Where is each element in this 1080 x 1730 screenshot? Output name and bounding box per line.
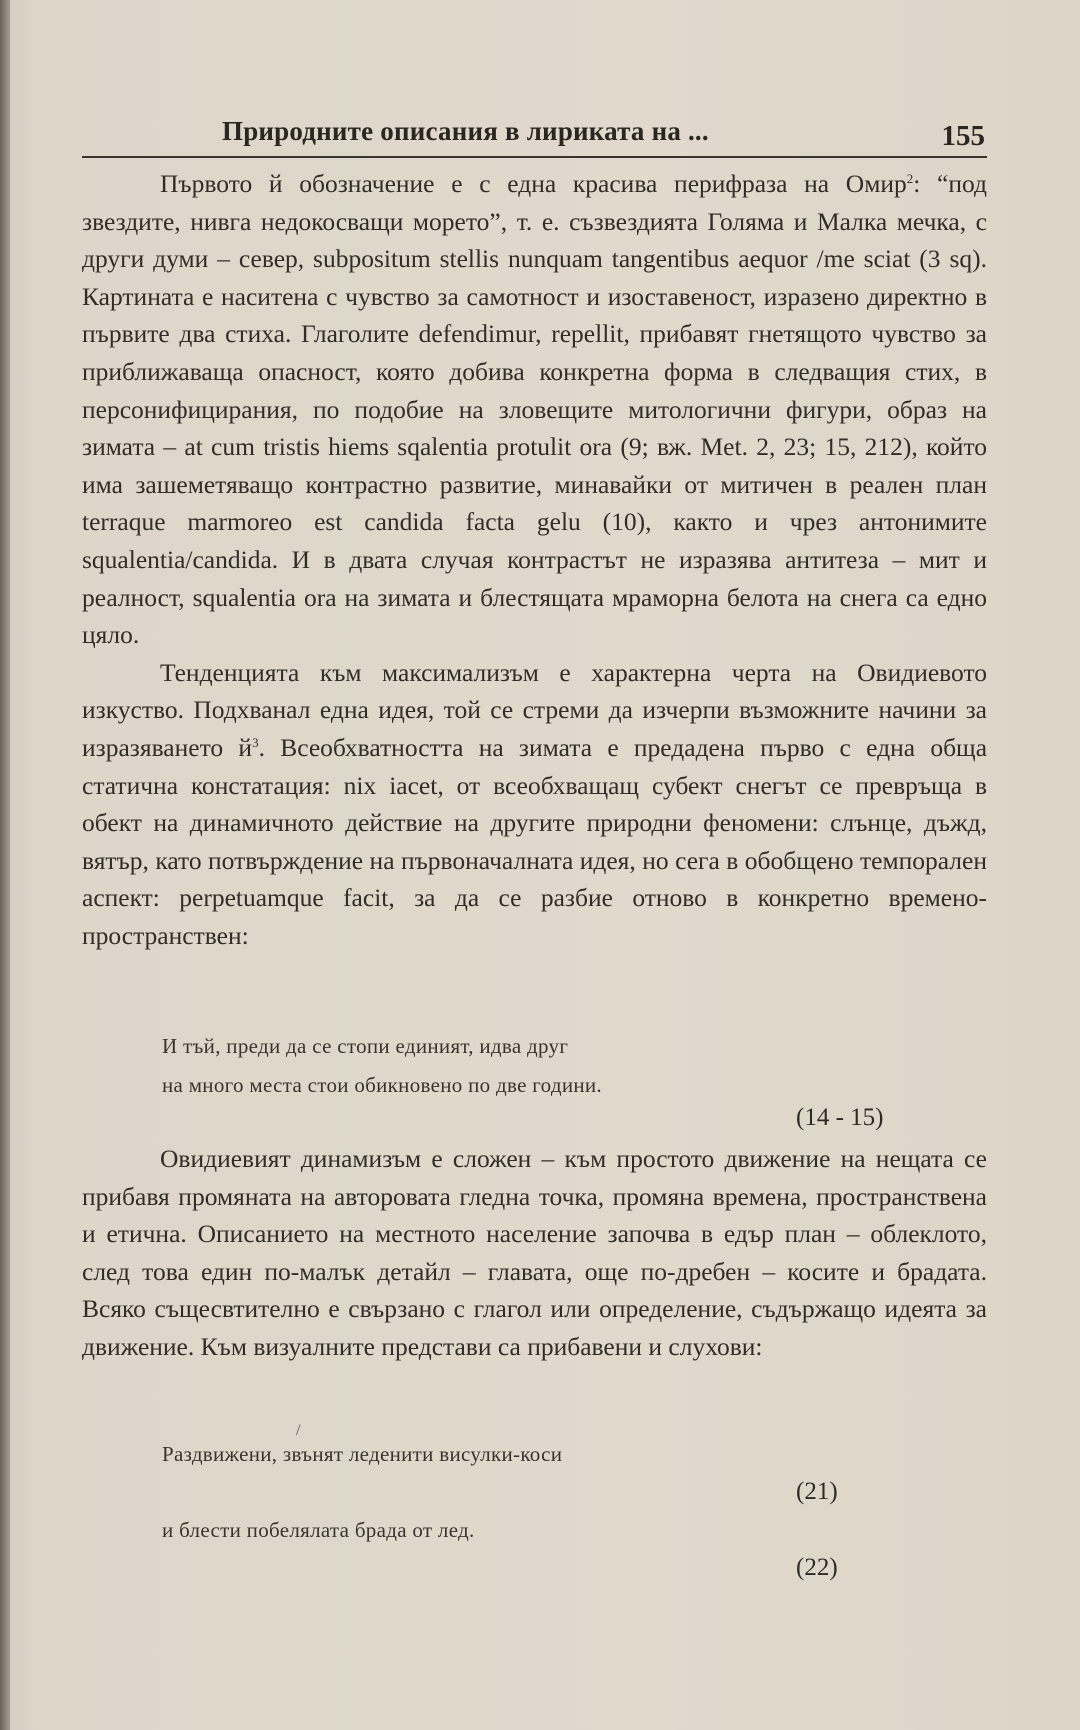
- paragraph-2: Тенденцията към максимализъм е характерна черта на Овидиевото изкуство. Подхванал една идея, той се стреми да изчерпи възможните начини за изразяването $й^3$. Всеобхватността на зимата е предадена първо с една обща статична констатация: nix iacet, от всеобхващащ субект снегът се превръща в обект на динамичното действие на другите природни феномени: слънце, дъжд, вятър, като потвърждение на първоначалната идея, но сега в обобщено темпорален аспект: perpetuamque facit, за да се разбие отново в конкретно времено-пространствен:: [82, 657, 988, 950]
- footnote-ref-2: 2: [906, 171, 914, 186]
- verse-reference: (14 - 15): [796, 1104, 884, 1131]
- verse-line: и блести побелялата брада от лед.: [162, 1518, 475, 1542]
- verse-line: И тъй, преди да се стопи единият, идва друг: [162, 1034, 569, 1058]
- body-text-top: [82, 165, 987, 954]
- paragraph-3: Овидиевият динамизъм е сложен – към простото движение на нещата се прибавя промяната на авторовата гледна точка, промяна времена, пространствена и етична. Описанието на местното население започва в едър план – облеклото, след това един по-малък детайл – главата, още по-дребен – косите и брадата. Всяко същесвтително е свързано с глагол или определение, съдържащо идеята за движение. Към визуалните представи са прибавени и слухови:: [82, 1144, 987, 1361]
- book-spine: [0, 0, 10, 1730]
- pencil-mark: /: [296, 1422, 301, 1439]
- verse-line: Раздвижени, звънят леденити висулки-коси: [162, 1442, 563, 1466]
- body-text-bottom: [82, 1140, 987, 1366]
- running-header: [82, 112, 987, 158]
- verse-reference: (22): [796, 1554, 838, 1581]
- header-title: Природните описания в лириката на ...: [222, 116, 709, 146]
- verse-line: на много места стои обикновено по две години.: [162, 1073, 602, 1097]
- page-number: 155: [941, 120, 985, 152]
- paragraph-1: Първото й обозначение е с една красива перифраза на Омир$^2$: “под звездите, нивга недокосващи морето”, т. е. съзвездията Голяма и Малка мечка, с други думи – север, subpositum stellis nunquam tangentibus aequor /me sciat (3 sq). Картината е наситена с чувство за самотност и изоставеност, изразено директно в първите два стиха. Глаголите defendimur, repellit, прибавят гнетящото чувство за приближаваща опасност, която добива конкретна форма в следващия стих, в персонифицирания, по подобие на зловещите митологични фигури, образ на зимата – at cum tristis hiems sqalentia protulit ora (9; вж. Met. 2, 23; 15, 212), който има зашеметяващо контрастно развитие, минавайки от митичен в реален план terraque marmoreo est candida facta gelu (10), както и чрез антонимите squalentia/candida. И в двата случая контрастът не изразява антитеза – мит и реалност, squalentia ora на зимата и блестящата мраморна белота на снега са едно цяло.: [82, 169, 987, 650]
- footnote-ref-3: 3: [252, 734, 259, 750]
- verse-reference: (21): [796, 1478, 838, 1505]
